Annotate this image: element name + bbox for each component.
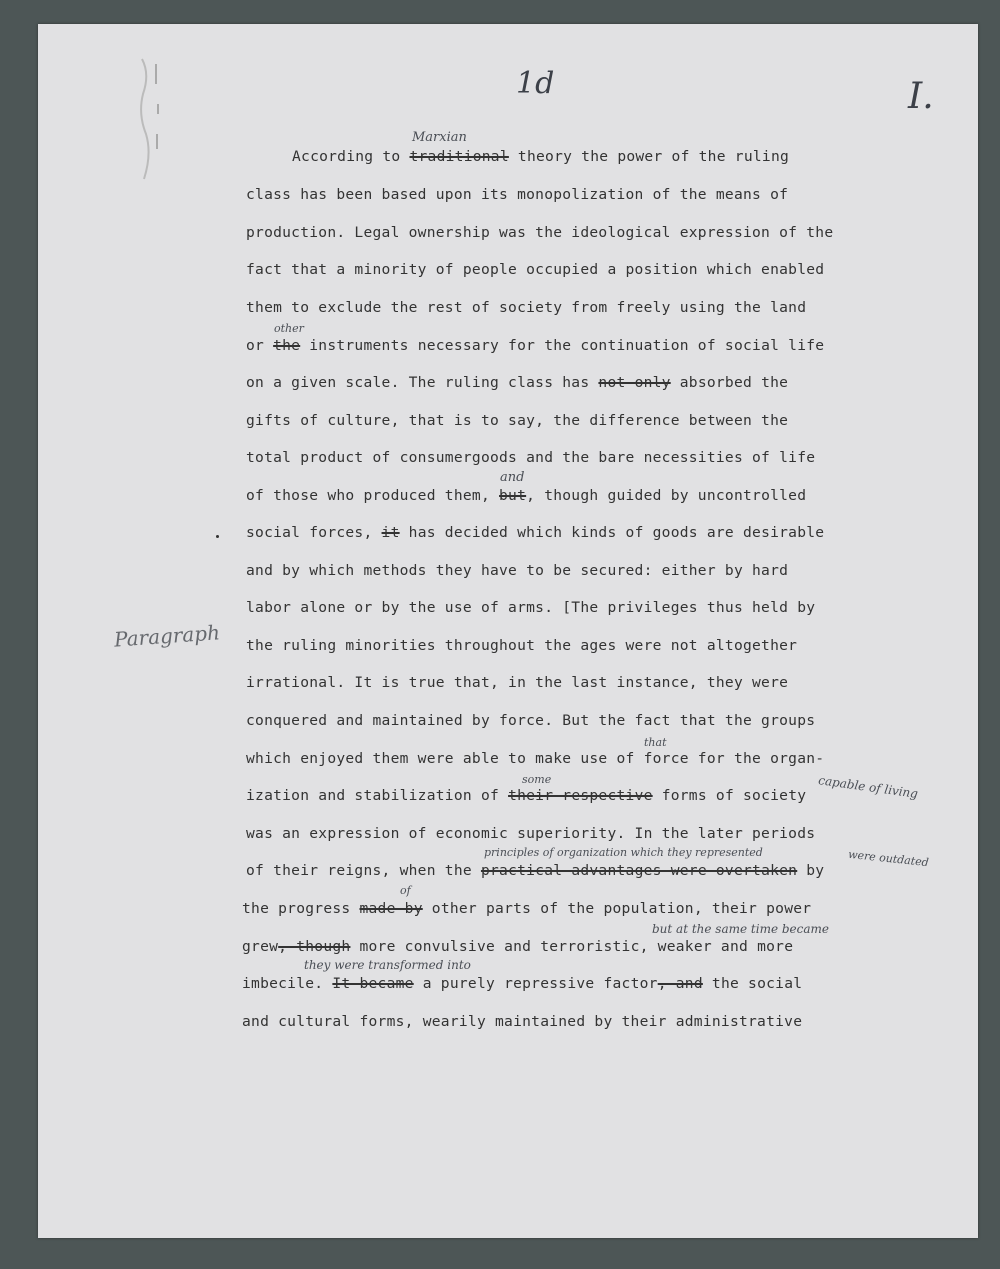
handwritten-insertion: but at the same time became [652, 922, 830, 936]
struck-text: it [381, 524, 400, 541]
text-line: social forces, it has decided which kinds of goods are desirable [246, 524, 825, 541]
text-line: gifts of culture, that is to say, the difference between the [246, 412, 789, 429]
handwritten-insertion: principles of organization which they represented [484, 846, 763, 859]
handwritten-insertion: they were transformed into [304, 958, 471, 972]
struck-text: their respective [508, 787, 653, 804]
struck-text: not only [598, 374, 671, 391]
typed-text [38, 24, 978, 1238]
handwritten-insertion: that [644, 736, 667, 749]
handwritten-insertion: other [274, 322, 304, 335]
text-line: According to traditional theory the power of the ruling [292, 148, 790, 165]
handwritten-insertion: of [400, 884, 411, 897]
roman-numeral-mark: I. [908, 76, 934, 117]
text-line: of those who produced them, but, though guided by uncontrolled [246, 487, 807, 504]
text-line: total product of consumergoods and the bare necessities of life [246, 449, 816, 466]
text-line: and by which methods they have to be secured: either by hard [246, 562, 789, 579]
handwritten-insertion: capable of living [817, 773, 919, 801]
text-line: of their reigns, when the practical advantages were overtaken by [246, 862, 825, 879]
ink-dot [216, 535, 219, 538]
text-line: and cultural forms, wearily maintained by their administrative [242, 1013, 803, 1030]
text-line: the progress made by other parts of the population, their power [242, 900, 812, 917]
text-line: conquered and maintained by force. But the fact that the groups [246, 712, 816, 729]
text-line: fact that a minority of people occupied a position which enabled [246, 261, 825, 278]
handwritten-insertion: were outdated [847, 847, 930, 870]
text-line: grew, though more convulsive and terroristic, weaker and more [242, 938, 794, 955]
text-line: them to exclude the rest of society from freely using the land [246, 299, 807, 316]
text-line: the ruling minorities throughout the ages were not altogether [246, 637, 798, 654]
text-line: class has been based upon its monopolization of the means of [246, 186, 789, 203]
text-line: which enjoyed them were able to make use of force for the organ- [246, 750, 825, 767]
text-line: on a given scale. The ruling class has not only absorbed the [246, 374, 789, 391]
text-line: labor alone or by the use of arms. [The privileges thus held by [246, 599, 816, 616]
struck-text: practical advantages were overtaken [480, 862, 798, 879]
handwritten-insertion: Marxian [412, 130, 467, 145]
struck-text: made by [359, 900, 423, 917]
struck-text: , and [657, 975, 703, 992]
page-number: 1d [516, 66, 555, 101]
handwritten-insertion: and [500, 470, 525, 485]
handwritten-insertion: some [522, 773, 552, 786]
struck-text: the [273, 337, 301, 354]
struck-text: , though [278, 938, 351, 955]
text-line: irrational. It is true that, in the last instance, they were [246, 674, 789, 691]
text-line: was an expression of economic superiority. In the later periods [246, 825, 816, 842]
text-line: imbecile. It became a purely repressive factor, and the social [242, 975, 803, 992]
text-line: or the instruments necessary for the continuation of social life [246, 337, 825, 354]
struck-text: It became [332, 975, 414, 992]
margin-note: Paragraph [113, 620, 221, 652]
text-line: ization and stabilization of their respective forms of society [246, 787, 807, 804]
struck-text: traditional [409, 148, 509, 165]
text-line: production. Legal ownership was the ideological expression of the [246, 224, 834, 241]
struck-text: but [499, 487, 527, 504]
document-page [38, 24, 978, 1238]
